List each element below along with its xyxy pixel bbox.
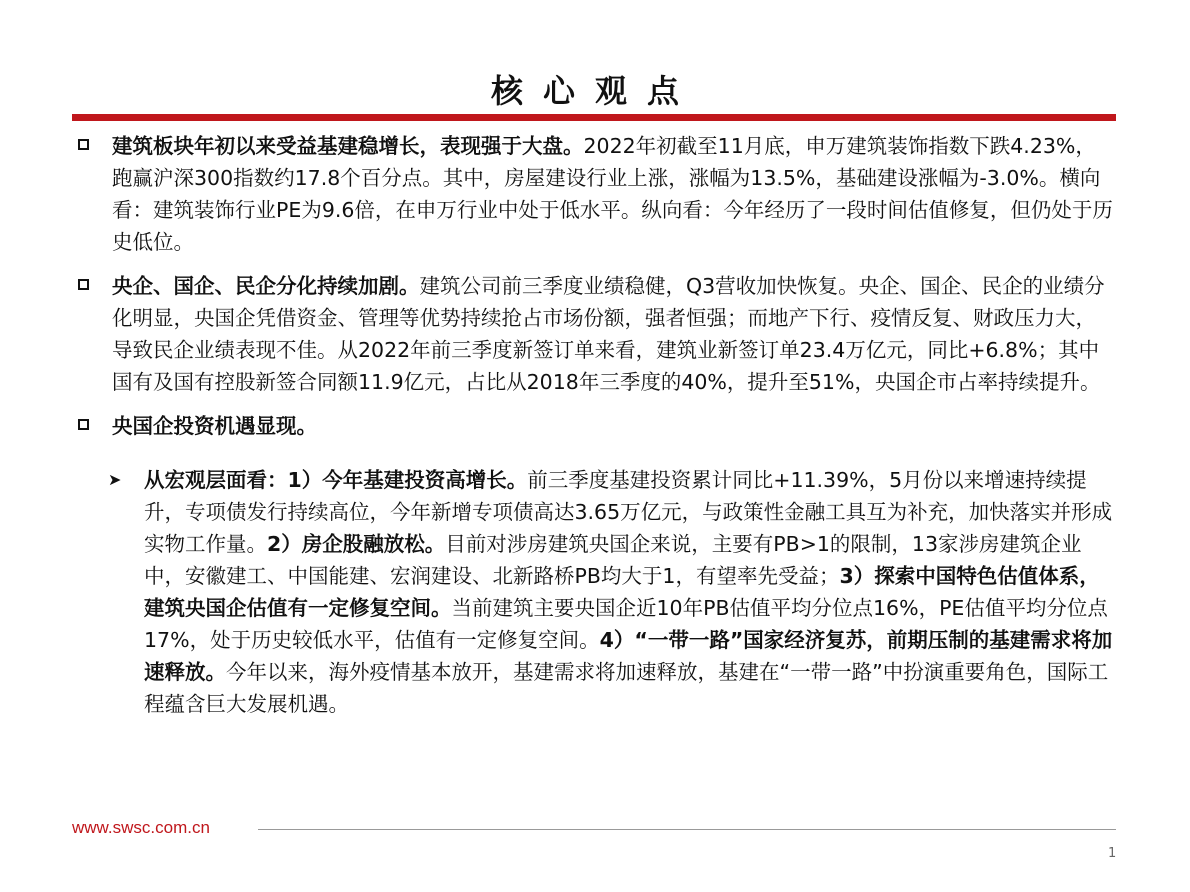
page-number: 1 — [1108, 846, 1117, 861]
sub-bullet-item — [72, 464, 1116, 720]
bullet-item — [72, 130, 1116, 258]
content-body — [72, 130, 1116, 720]
sub-text-3: 当前建筑主要央国企近10年PB估值平均分位点16%，PE估值平均分位点17%，处于历史较低水平，估值有一定修复空间。 — [144, 596, 1108, 652]
square-bullet-icon — [78, 419, 89, 430]
sub-heading-3: 3）探索中国特色估值体系，建筑央国企估值有一定修复空间。 — [144, 564, 1100, 620]
footer-url[interactable]: www.swsc.com.cn — [72, 818, 210, 837]
sub-heading-1: 从宏观层面看：1）今年基建投资高增长。 — [144, 468, 528, 492]
title-underline — [72, 114, 1116, 121]
bullet-heading: 央国企投资机遇显现。 — [112, 414, 317, 438]
arrow-bullet-icon: ➤ — [108, 470, 122, 489]
sub-text-1: 前三季度基建投资累计同比+11.39%，5月份以来增速持续提升，专项债发行持续高位，今年新增专项债高达3.65万亿元，与政策性金融工具互为补充，加快落实并形成实物工作量。 — [144, 468, 1113, 556]
square-bullet-icon — [78, 139, 89, 150]
footer-divider — [258, 829, 1116, 830]
bullet-text: 建筑公司前三季度业绩稳健，Q3营收加快恢复。央企、国企、民企的业绩分化明显，央国企凭借资金、管理等优势持续抢占市场份额，强者恒强；而地产下行、疫情反复、财政压力大，导致民企业绩表现不佳。从2022年前三季度新签订单来看，建筑业新签订单23.4万亿元，同比+6.8%；其中国有及国有控股新签合同额11.9亿元，占比从2018年三季度的40%，提升至51%，央国企市占率持续提升。 — [112, 274, 1105, 394]
sub-heading-2: 2）房企股融放松。 — [267, 532, 446, 556]
bullet-heading: 建筑板块年初以来受益基建稳增长，表现强于大盘。 — [112, 134, 584, 158]
page-title: 核心观点 — [490, 72, 699, 110]
sub-text-2: 目前对涉房建筑央国企来说，主要有PB>1的限制，13家涉房建筑企业中，安徽建工、中国能建、宏润建设、北新路桥PB均大于1，有望率先受益； — [144, 532, 1082, 588]
sub-heading-4: 4）“一带一路”国家经济复苏，前期压制的基建需求将加速释放。 — [144, 628, 1113, 684]
square-bullet-icon — [78, 279, 89, 290]
bullet-heading: 央企、国企、民企分化持续加剧。 — [112, 274, 420, 298]
bullet-item — [72, 410, 1116, 442]
bullet-item — [72, 270, 1116, 398]
sub-text-4: 今年以来，海外疫情基本放开，基建需求将加速释放，基建在“一带一路”中扮演重要角色，国际工程蕴含巨大发展机遇。 — [144, 660, 1109, 716]
bullet-text: 2022年初截至11月底，申万建筑装饰指数下跌4.23%，跑赢沪深300指数约17.8个百分点。其中，房屋建设行业上涨，涨幅为13.5%，基础建设涨幅为-3.0%。横向看：建筑装饰行业PE为9.6倍，在申万行业中处于低水平。纵向看：今年经历了一段时间估值修复，但仍处于历史低位。 — [112, 134, 1113, 254]
